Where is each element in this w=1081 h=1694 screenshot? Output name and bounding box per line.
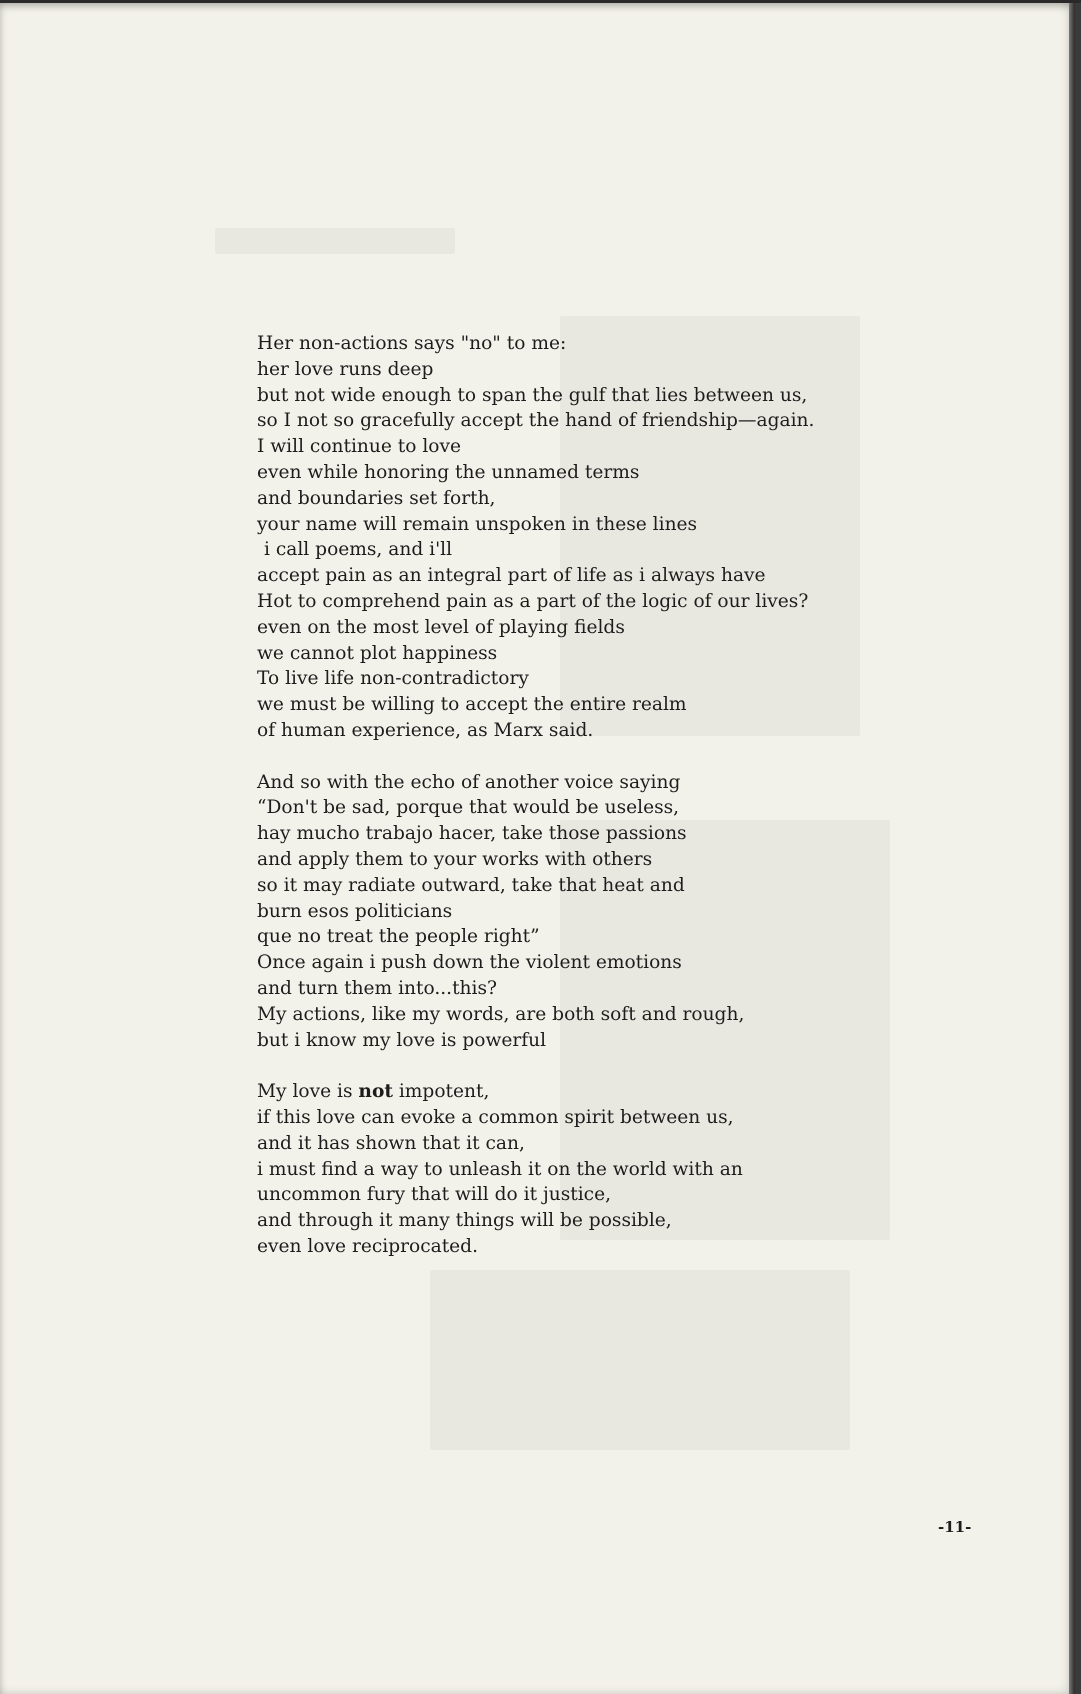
poem-line: we cannot plot happiness (257, 642, 498, 664)
poem-line: accept pain as an integral part of life as i always have (257, 565, 766, 587)
page-number: -11- (938, 1518, 972, 1536)
poem-line: uncommon fury that will do it justice, (257, 1184, 612, 1206)
poem-body (257, 331, 897, 1285)
poem-line: even on the most level of playing fields (257, 616, 625, 638)
poem-line: burn esos politicians (257, 900, 453, 922)
poem-line: and it has shown that it can, (257, 1132, 525, 1154)
poem-line: of human experience, as Marx said. (257, 719, 594, 741)
poem-line-emphasis (257, 1079, 897, 1105)
poem-line: i must find a way to unleash it on the world with an (257, 1158, 743, 1180)
poem-line: we must be willing to accept the entire realm (257, 694, 687, 716)
poem-line-part: My love is (257, 1081, 359, 1103)
poem-line: “Don't be sad, porque that would be useless, (257, 797, 680, 819)
poem-line: I will continue to love (257, 436, 462, 458)
poem-stanza-3 (257, 1079, 897, 1260)
page-top-shadow (0, 0, 1081, 3)
poem-line: My actions, like my words, are both soft and rough, (257, 1003, 745, 1025)
poem-line: your name will remain unspoken in these lines (257, 513, 698, 535)
poem-line: so it may radiate outward, take that heat and (257, 874, 685, 896)
poem-line: And so with the echo of another voice saying (257, 771, 681, 793)
poem-line: To live life non-contradictory (257, 668, 529, 690)
poem-stanza-1 (257, 331, 897, 744)
poem-line: her love runs deep (257, 358, 434, 380)
poem-line: and apply them to your works with others (257, 848, 653, 870)
bleed-through-mark (430, 1270, 850, 1450)
poem-line-part: impotent, (392, 1081, 490, 1103)
emphasized-word: not (358, 1081, 393, 1103)
poem-line: Hot to comprehend pain as a part of the logic of our lives? (257, 590, 809, 612)
poem-line: Her non-actions says "no" to me: (257, 333, 567, 354)
poem-line: and through it many things will be possible, (257, 1210, 672, 1232)
poem-line: so I not so gracefully accept the hand of friendship—again. (257, 410, 815, 432)
poem-line: but i know my love is powerful (257, 1029, 547, 1051)
poem-line: que no treat the people right” (257, 926, 540, 948)
poem-line: Once again i push down the violent emotions (257, 952, 682, 974)
poem-stanza-2 (257, 770, 897, 1054)
poem-line: and boundaries set forth, (257, 487, 496, 509)
poem-line: even love reciprocated. (257, 1235, 478, 1257)
poem-line: if this love can evoke a common spirit between us, (257, 1106, 734, 1128)
bleed-through-mark (215, 228, 455, 254)
poem-line: hay mucho trabajo hacer, take those passions (257, 823, 687, 845)
poem-line: but not wide enough to span the gulf that lies between us, (257, 384, 808, 406)
poem-line: and turn them into...this? (257, 977, 497, 999)
page-edge-shadow (1069, 0, 1075, 1694)
poem-line: i call poems, and i'll (264, 539, 453, 561)
poem-line: even while honoring the unnamed terms (257, 461, 640, 483)
